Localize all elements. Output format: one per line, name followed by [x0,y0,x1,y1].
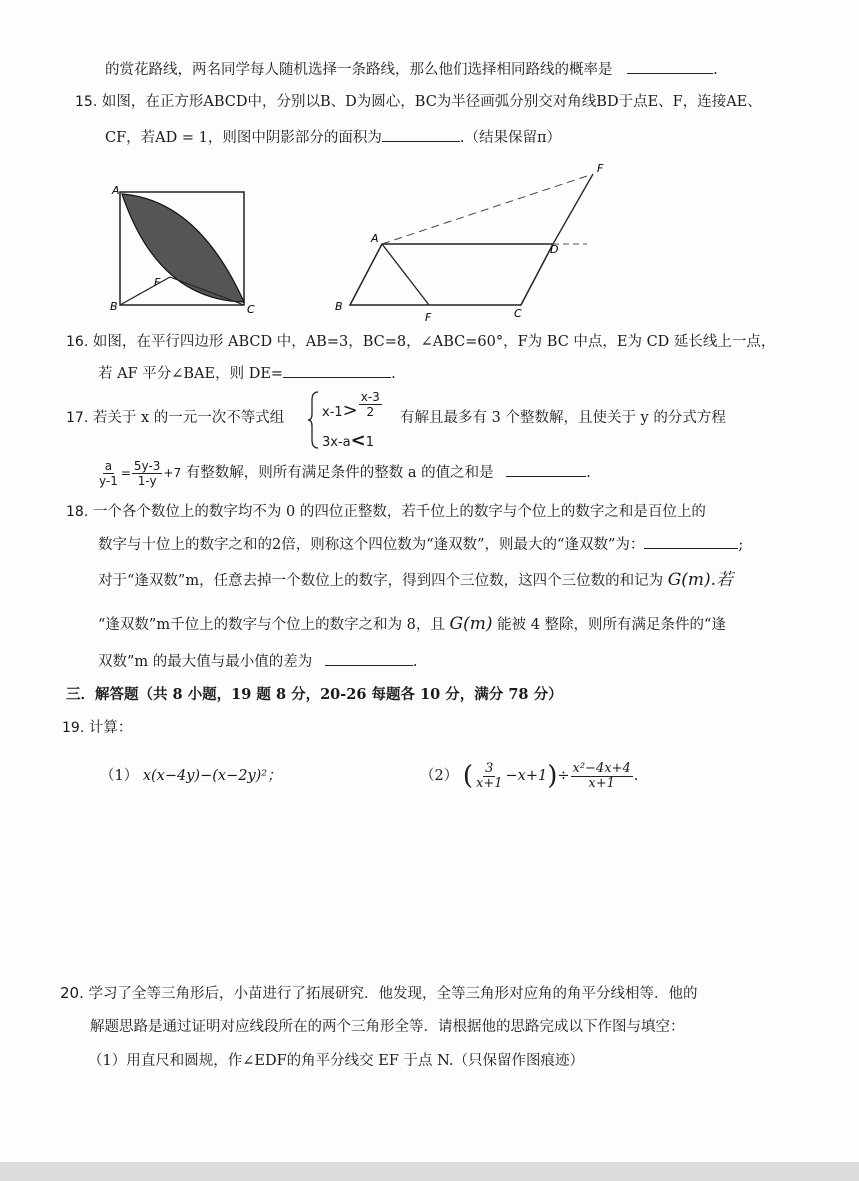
q19-mid: −x+1 [505,768,548,784]
q14-tail-line [105,60,718,80]
q18-number: 18. [66,504,89,520]
eq-den2: 1-y [137,473,157,488]
q19-frac2-num: x²−4x+4 [572,760,631,776]
q20-line2 [90,1017,685,1037]
q17-line1 [66,408,284,428]
q20-number: 20. [60,984,84,1002]
q18-text-b: 数字与十位上的数字之和的2倍，则称这个四位数为“逢双数”，则最大的“逢双数”为： [98,537,645,553]
q15-text-a: 如图，在正方形ABCD中，分别以B、D为圆心，BC为半径画弧分别交对角线BD于点E、F，连接AE、 [101,94,762,110]
period: . [633,768,639,784]
eq-tail: +7 [163,466,182,480]
q16-text-a: 如图，在平行四边形 ABCD 中，AB=3，BC=8，∠ABC=60°，F为 BC 中点，E为 CD 延长线上一点， [92,334,776,350]
inequality-2 [322,430,374,451]
label-c: C [247,303,255,316]
q17-line2 [96,456,591,490]
ineq1-numerator: x-3 [360,390,380,404]
q19-part1 [100,766,282,786]
q18-line1 [66,502,706,522]
eq-den1: y-1 [99,473,118,488]
q19-part1-expr: x(x−4y)−(x−2y)²； [142,768,282,784]
q16-line2 [98,364,396,384]
q19-line1 [62,718,132,738]
q19-frac2-den: x+1 [588,775,615,791]
period: . [412,654,418,670]
q19-part2-label: （2） [420,768,459,784]
label-e-top: F [597,162,604,175]
ineq1-denominator: 2 [366,405,375,419]
q18-answer-blank-1[interactable] [644,536,738,549]
ineq2-left: 3x-a [322,435,351,450]
label-b: B [110,300,118,313]
q17-line1b [400,408,726,428]
label-d: D [550,243,559,256]
q19-frac-1 [474,762,505,791]
q19-number: 19. [62,720,85,736]
q18-text-d1: “逢双数”m千位上的数字与个位上的数字之和为 8，且 [98,617,445,633]
q18-line4 [98,614,726,635]
q18-text-a: 一个各个数位上的数字均不为 0 的四位正整数，若千位上的数字与个位上的数字之和是百位上的 [92,504,706,520]
eq-num1: a [104,458,113,473]
brace-icon [308,390,320,450]
q18-text-c1: 对于“逢双数”m，任意去掉一个数位上的数字，得到四个三位数，这四个三位数的和记为 [98,573,664,589]
shaded-leaf-region [122,194,244,302]
q15-answer-blank[interactable] [382,129,460,142]
q19-part2 [420,756,638,796]
period: . [586,465,591,481]
q17-answer-blank[interactable] [506,464,586,477]
q17-text-b: 有整数解，则所有满足条件的整数 a 的值之和是 [185,465,494,481]
q16-line1 [66,332,775,352]
q18-text-c2: G(m).若 [667,570,734,590]
eq-fraction-2 [132,459,163,488]
section-3-heading: 三．解答题（共 8 小题，19 题 8 分，20-26 每题各 10 分，满分 78 分） [66,686,563,703]
label-f: F [154,276,161,289]
paren-right: ) [547,761,558,791]
eq-fraction-1 [97,459,120,488]
q19-frac1-num: 3 [485,760,494,776]
period: . [391,366,396,382]
ineq2-right: 1 [365,435,374,450]
q19-part1-label: （1） [100,768,139,784]
q19-divide: ÷ [557,768,570,784]
q15-text-b2: .（结果保留π） [459,130,561,146]
q17-number: 17. [66,410,89,426]
q19-title: 计算： [88,720,133,736]
q19-frac1-den: x+1 [476,775,503,791]
inequality-1 [322,390,383,427]
label-b: B [335,300,343,313]
page-bottom-edge [0,1162,859,1181]
q20-text-a: 学习了全等三角形后，小苗进行了拓展研究．他发现，全等三角形对应角的角平分线相等．他的 [88,986,698,1002]
q17-inequality-system [308,390,403,450]
q18-answer-blank-2[interactable] [325,653,413,666]
q16-number: 16. [66,334,89,350]
q15-line1 [75,92,762,112]
q14-answer-blank[interactable] [627,61,713,74]
q18-line5 [98,652,418,672]
q20-line1 [60,983,697,1004]
q15-figure [108,182,258,317]
segment-bf [120,277,170,305]
segment-ae-trace [382,176,587,244]
q18-text-e: 双数”m 的最大值与最小值的差为 [98,654,313,670]
q16-figure [325,160,625,325]
ineq1-fraction [359,390,382,419]
q16-answer-blank[interactable] [283,365,391,378]
q20-text-c: （1）用直尺和圆规，作∠EDF的角平分线交 EF 于点 N.（只保留作图痕迹） [88,1053,584,1069]
label-a: A [112,184,120,197]
label-c: C [514,307,522,320]
label-f: F [425,311,432,324]
q18-text-d2: G(m) [449,614,493,634]
ineq1-left: x-1 [322,405,343,420]
segment-af [382,244,429,305]
q15-text-b1: CF，若AD = 1，则图中阴影部分的面积为 [105,130,382,146]
ineq2-symbol: < [350,430,366,451]
label-a: A [371,232,379,245]
q18-line3 [98,570,733,591]
period: . [713,62,718,78]
paren-left: ( [462,761,473,791]
eq-equals: = [120,466,131,480]
q19-frac-2 [571,762,633,791]
q20-text-b: 解题思路是通过证明对应线段所在的两个三角形全等．请根据他的思路完成以下作图与填空： [90,1019,685,1035]
q18-text-d3: 能被 4 整除，则所有满足条件的“逢 [497,617,726,633]
parallelogram-abcd [350,244,553,305]
q14-tail-text: 的赏花路线，两名同学每人随机选择一条路线，那么他们选择相同路线的概率是 [105,62,613,78]
q16-text-b1: 若 AF 平分∠BAE，则 DE= [98,366,284,382]
q17-text-a1: 若关于 x 的一元一次不等式组 [92,410,285,426]
cd-extension [553,174,593,244]
q15-number: 15. [75,94,98,110]
q15-line2 [105,128,561,148]
eq-num2: 5y-3 [133,458,161,473]
q20-line3 [88,1051,584,1071]
q17-text-a2: 有解且最多有 3 个整数解，且使关于 y 的分式方程 [400,410,726,426]
q18-line2: 数字与十位上的数字之和的2倍，则称这个四位数为“逢双数”，则最大的“逢双数”为： ; [98,537,744,553]
ineq1-symbol: > [342,400,358,421]
